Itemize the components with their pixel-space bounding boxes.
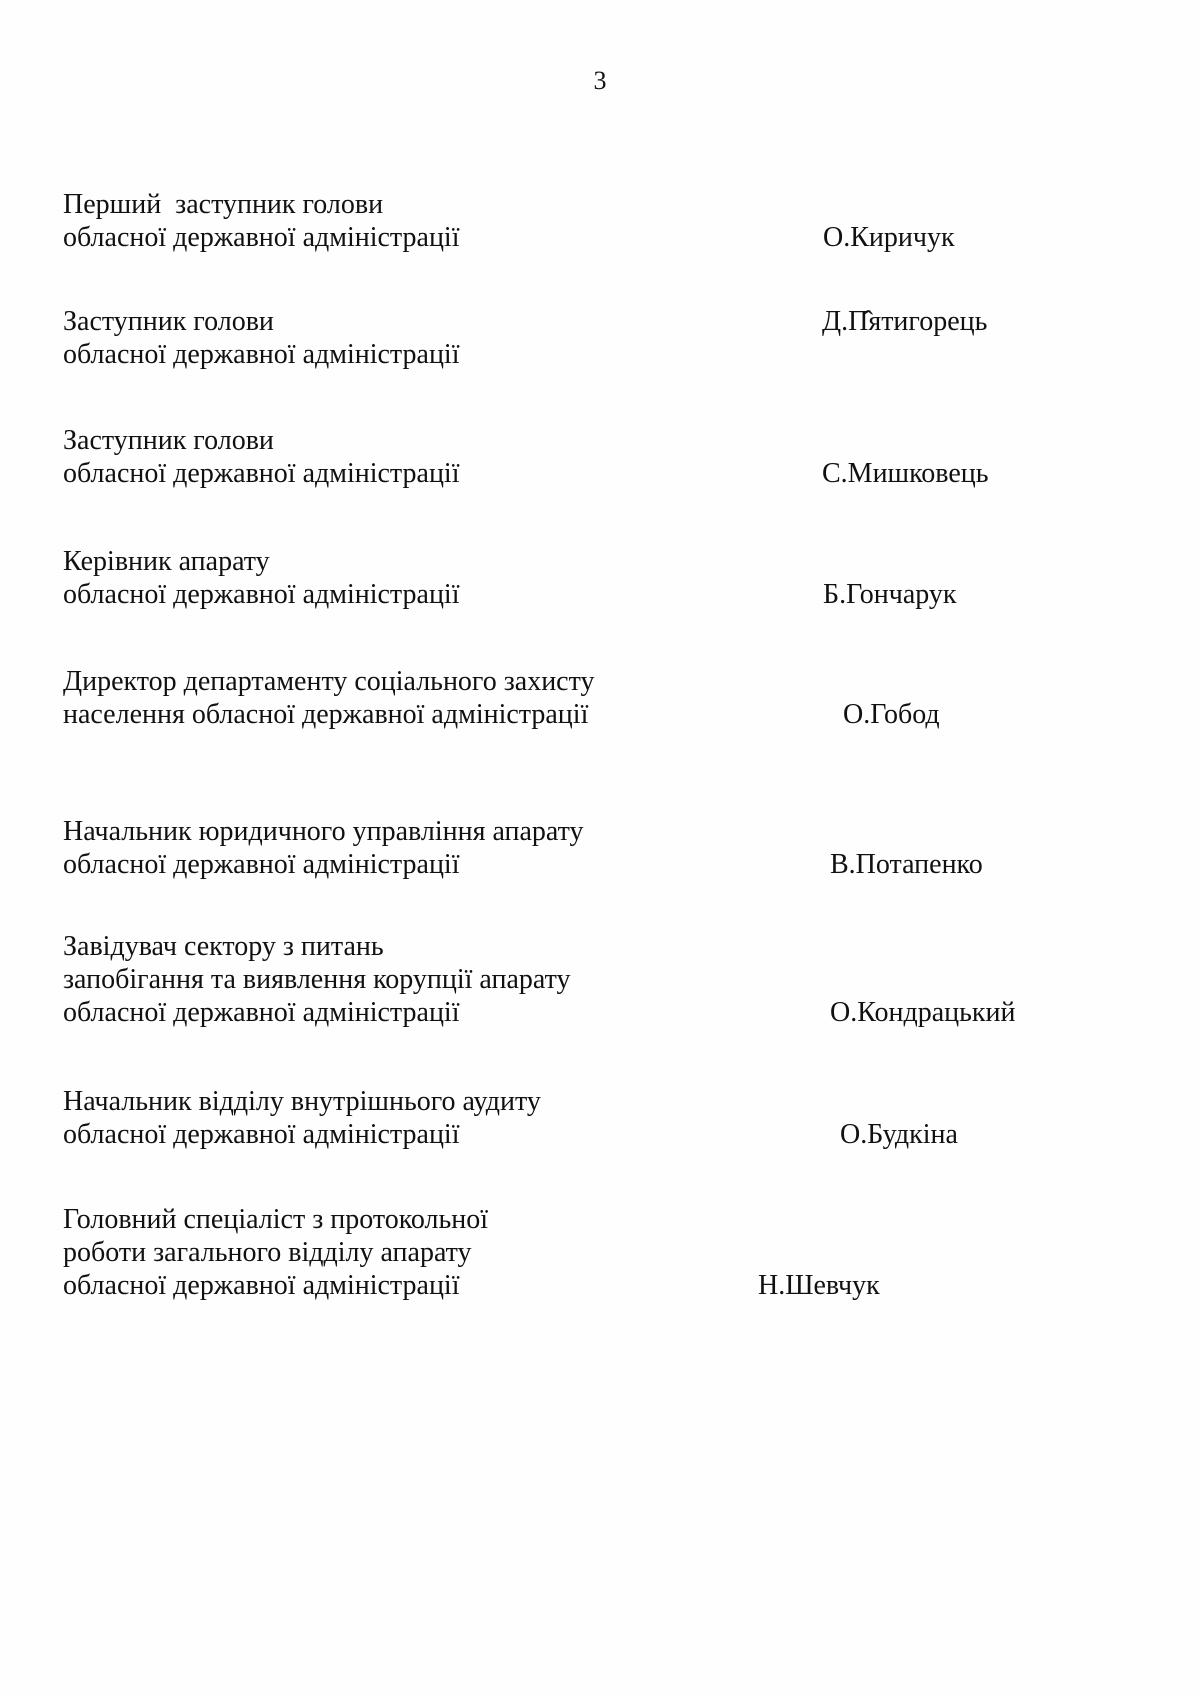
position-title <box>63 545 703 611</box>
position-title <box>63 305 703 371</box>
signatory-name: В.Потапенко <box>830 849 983 880</box>
signatory-name: Д.П̂ятигорець <box>822 306 988 337</box>
signatory-entry <box>63 815 1153 881</box>
signatory-entry <box>63 188 1153 254</box>
position-line: Головний спеціаліст з протокольної <box>63 1204 489 1235</box>
signatory-entry <box>63 930 1153 1029</box>
position-title <box>63 424 703 490</box>
position-line: обласної державної адміністрації <box>63 458 460 489</box>
position-title <box>63 188 703 254</box>
signatory-name: О.Будкіна <box>840 1119 958 1150</box>
signatory-name: О.Киричук <box>823 222 955 253</box>
position-line: обласної державної адміністрації <box>63 579 460 610</box>
position-title <box>63 815 703 881</box>
position-line: Заступник голови <box>63 306 274 337</box>
signatory-entry <box>63 424 1153 490</box>
signatory-name: Б.Гончарук <box>823 579 957 610</box>
signatory-name: О.Гобод <box>843 699 940 730</box>
position-line: Завідувач сектору з питань <box>63 931 384 962</box>
signatory-entry <box>63 1203 1153 1302</box>
position-line: Начальник відділу внутрішнього аудиту <box>63 1086 541 1117</box>
position-line: Начальник юридичного управління апарату <box>63 816 584 847</box>
position-line: обласної державної адміністрації <box>63 222 460 253</box>
signatory-entry <box>63 665 1153 731</box>
position-title <box>63 930 703 1029</box>
signatory-name: Н.Шевчук <box>758 1270 880 1301</box>
position-title <box>63 1203 703 1302</box>
signatory-name: С.Мишковець <box>822 458 989 489</box>
position-line: обласної державної адміністрації <box>63 849 460 880</box>
position-line: обласної державної адміністрації <box>63 1119 460 1150</box>
signatory-entry <box>63 1085 1153 1151</box>
page-number: 3 <box>593 66 607 95</box>
signatory-name: О.Кондрацький <box>830 997 1016 1028</box>
position-line: Заступник голови <box>63 425 274 456</box>
position-line: населення обласної державної адміністрації <box>63 699 589 730</box>
signatory-entry <box>63 305 1153 371</box>
position-line: роботи загального відділу апарату <box>63 1237 472 1268</box>
position-line: Перший заступник голови <box>63 189 384 220</box>
signatory-entry <box>63 545 1153 611</box>
position-line: обласної державної адміністрації <box>63 339 460 370</box>
position-line: Керівник апарату <box>63 546 270 577</box>
position-line: обласної державної адміністрації <box>63 997 460 1028</box>
position-line: запобігання та виявлення корупції апарату <box>63 964 571 995</box>
position-line: обласної державної адміністрації <box>63 1270 460 1301</box>
position-line: Директор департаменту соціального захисту <box>63 666 595 697</box>
position-title <box>63 665 703 731</box>
position-title <box>63 1085 703 1151</box>
